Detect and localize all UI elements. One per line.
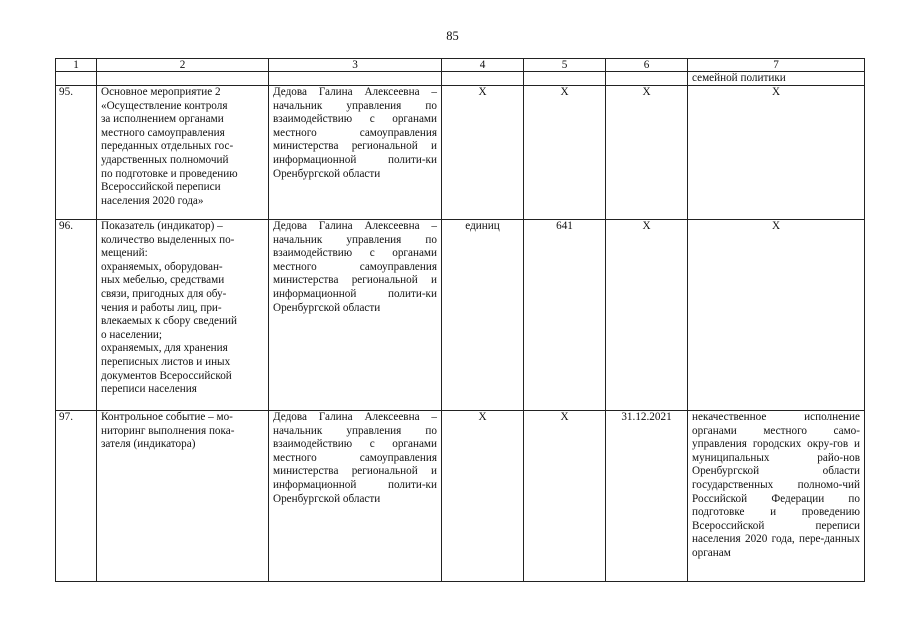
- table-row: [56, 220, 865, 411]
- continuation-cell-3: [269, 72, 442, 86]
- activity-cell: Основное мероприятие 2 «Осуществление контроля за исполнением органами местного самоуправления переданных отдельных гос- ударственных полномочий по подготовке и проведению Всероссийской переписи населения 2020 года»: [97, 86, 269, 220]
- row-number: 95.: [56, 86, 97, 220]
- continuation-cell-6: [606, 72, 688, 86]
- header-row: [56, 59, 865, 72]
- header-col-4: 4: [442, 59, 524, 72]
- continuation-cell-4: [442, 72, 524, 86]
- continuation-cell-5: [524, 72, 606, 86]
- header-col-3: 3: [269, 59, 442, 72]
- risk-cell: X: [688, 220, 865, 411]
- date-cell: X: [606, 220, 688, 411]
- continuation-row: [56, 72, 865, 86]
- activity-cell: Показатель (индикатор) – количество выделенных по- мещений: охраняемых, оборудован- ных мебелью, средствами связи, пригодных для обу- чения и работы лиц, при- влекаемых к сбору сведений о населении; охраняемых, для хранения переписных листов и иных документов Всероссийской переписи населения: [97, 220, 269, 411]
- risk-cell: некачественное исполнение органами местного само-управления городских окру-гов и муниципальных райо-нов Оренбургской области государственных полномо-чий Российской Федерации по подготовке и проведению Всероссийской переписи населения 2020 года, пере-данных органам: [688, 411, 865, 582]
- continuation-cell-1: [56, 72, 97, 86]
- value-cell: X: [524, 86, 606, 220]
- responsible-cell: Дедова Галина Алексеевна – начальник управления по взаимодействию с органами местного самоуправления министерства региональной и информационной полити-ки Оренбургской области: [269, 220, 442, 411]
- value-cell: X: [524, 411, 606, 582]
- header-col-7: 7: [688, 59, 865, 72]
- plan-table: [55, 58, 865, 582]
- risk-cell: X: [688, 86, 865, 220]
- continuation-cell-7: семейной политики: [688, 72, 865, 86]
- unit-cell: X: [442, 411, 524, 582]
- page-number: 85: [446, 29, 459, 43]
- value-cell: 641: [524, 220, 606, 411]
- responsible-cell: Дедова Галина Алексеевна – начальник управления по взаимодействию с органами местного самоуправления министерства региональной и информационной полити-ки Оренбургской области: [269, 86, 442, 220]
- table-row: [56, 411, 865, 582]
- unit-cell: X: [442, 86, 524, 220]
- header-col-6: 6: [606, 59, 688, 72]
- unit-cell: единиц: [442, 220, 524, 411]
- date-cell: 31.12.2021: [606, 411, 688, 582]
- header-col-2: 2: [97, 59, 269, 72]
- responsible-cell: Дедова Галина Алексеевна – начальник управления по взаимодействию с органами местного самоуправления министерства региональной и информационной полити-ки Оренбургской области: [269, 411, 442, 582]
- activity-cell: Контрольное событие – мо- ниторинг выполнения пока- зателя (индикатора): [97, 411, 269, 582]
- table-row: [56, 86, 865, 220]
- header-col-5: 5: [524, 59, 606, 72]
- row-number: 96.: [56, 220, 97, 411]
- row-number: 97.: [56, 411, 97, 582]
- continuation-cell-2: [97, 72, 269, 86]
- date-cell: X: [606, 86, 688, 220]
- header-col-1: 1: [56, 59, 97, 72]
